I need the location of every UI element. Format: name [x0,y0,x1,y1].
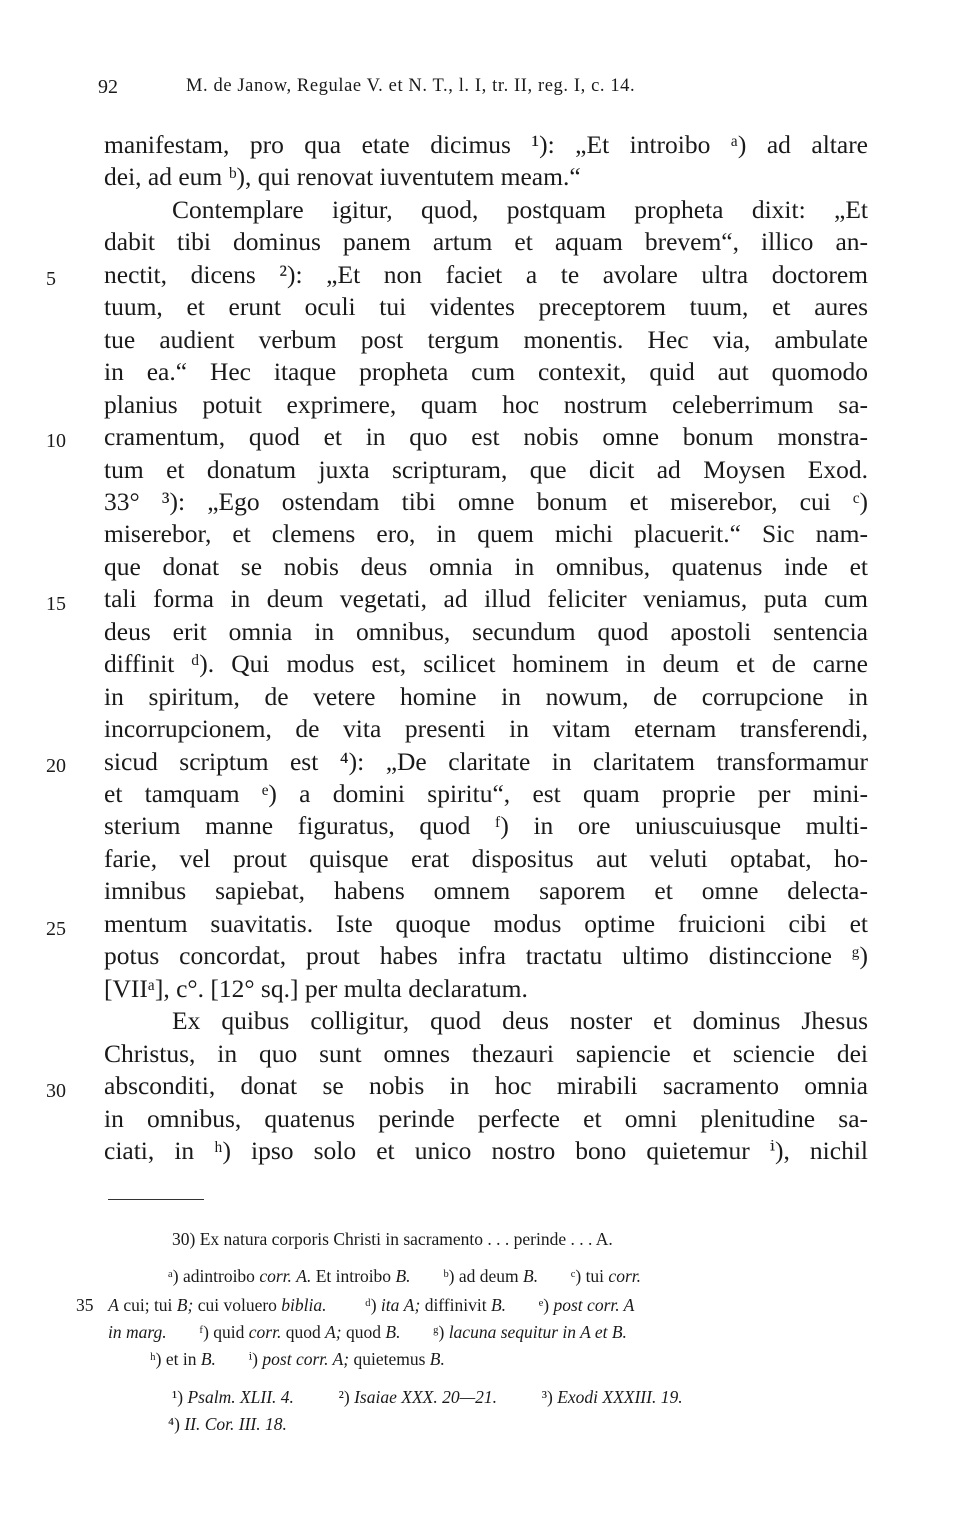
line-number: 10 [46,430,66,452]
text-line: dabit tibi dominus panem artum et aquam brevem“, illico an- [104,227,868,257]
text-line: deus erit omnia in omnibus, secundum quod apostoli sentencia [104,616,868,646]
variant-text: quod [346,1322,382,1342]
variant-text: biblia. [281,1295,327,1315]
variant-text: quod [285,1322,321,1342]
text-line: incorrupcionem, de vita presenti in vitam eternam transferendi, [104,714,868,744]
source-line-2 [168,1413,287,1435]
text-line: potus concordat, prout habes infra tractatu ultimo distinccione ᵍ) [104,941,868,971]
variant-text: cui voluero [197,1295,277,1315]
footnote-mark: ᵇ) [443,1266,455,1286]
variant-text: B. [523,1266,539,1286]
footnote-mark: ᵍ) [433,1322,445,1342]
footnote-mark: ᶜ) [570,1266,582,1286]
footnote-mark: ¹) [172,1387,184,1407]
source-citation: II. Cor. III. 18. [184,1414,287,1434]
page-number: 92 [98,76,118,98]
variant-text: corr. [248,1322,282,1342]
footnote-separator [108,1199,204,1200]
variant-text: ad deum [458,1266,519,1286]
variant-text: A [108,1295,119,1315]
source-citation: Exodi XXXIII. 19. [557,1387,683,1407]
variant-line-3 [108,1321,627,1343]
footnote-mark: ᵈ) [365,1295,377,1315]
variant-text: A. [296,1266,312,1286]
text-line: planius potuit exprimere, quam hoc nostrum celeberrimum sa- [104,389,868,419]
footnote-mark: ²) [338,1387,350,1407]
variant-line-4 [150,1348,445,1370]
footnote-mark: ᶠ) [199,1322,209,1342]
text-line: absconditi, donat se nobis in hoc mirabili sacramento omnia [104,1071,868,1101]
variant-text: Et introibo [315,1266,392,1286]
text-line: sicud scriptum est ⁴): „De claritate in claritatem transformamur [104,746,868,776]
text-line: tum et donatum juxta scripturam, que dicit ad Moysen Exod. [104,454,868,484]
variant-text: B. [395,1266,411,1286]
variant-text: adintroibo [183,1266,255,1286]
variant-text: B. [385,1322,401,1342]
variant-line-1 [168,1265,641,1287]
footnote-mark: ⁱ) [248,1349,259,1369]
variant-text: B. [429,1349,445,1369]
line-number: 35 [76,1295,94,1315]
line-number: 5 [46,268,56,290]
text-line: diffinit ᵈ). Qui modus est, scilicet hominem in deum et de carne [104,649,868,679]
source-line-1 [172,1386,683,1408]
variant-text: A; [403,1295,421,1315]
text-line: Contemplare igitur, quod, postquam propheta dixit: „Et [172,194,868,224]
line-number: 25 [46,918,66,940]
variant-text: diffinivit [424,1295,487,1315]
text-line: tue audient verbum post tergum monentis. Hec via, ambulate [104,324,868,354]
variant-text: quietemus [353,1349,426,1369]
text-line: tali forma in deum vegetati, ad illud feliciter veniamus, puta cum [104,584,868,614]
footnote-mark: ⁴) [168,1414,180,1434]
source-citation: Psalm. XLII. 4. [187,1387,294,1407]
line-number: 30 [46,1080,66,1102]
footnote-mark: ³) [541,1387,553,1407]
text-line: dei, ad eum ᵇ), qui renovat iuventutem meam.“ [104,162,581,192]
text-line: tuum, et erunt oculi tui videntes preceptorem tuum, et aures [104,292,868,322]
text-line: nectit, dicens ²): „Et non faciet a te avolare ultra doctorem [104,259,868,289]
footnote-mark: ʰ) [150,1349,162,1369]
line-number: 20 [46,755,66,777]
variant-text: quid [213,1322,245,1342]
variant-text: ita [380,1295,400,1315]
variant-text: A; [325,1322,342,1342]
text-line: farie, vel prout quisque erat dispositus aut veluti optabat, ho- [104,843,868,873]
variant-text: cui; tui [123,1295,173,1315]
variant-text: post corr. A [553,1295,635,1315]
text-line: Ex quibus colligitur, quod deus noster et dominus Jhesus [172,1006,868,1036]
variant-text: tui [585,1266,605,1286]
text-line: sterium manne figuratus, quod ᶠ) in ore uniuscuiusque multi- [104,811,868,841]
variant-text: B; [176,1295,194,1315]
text-line: in omnibus, quatenus perinde perfecte et omni plenitudine sa- [104,1103,868,1133]
text-line: in spiritum, de vetere homine in nowum, de corrupcione in [104,681,868,711]
running-header [98,76,858,106]
source-citation: Isaiae XXX. 20—21. [354,1387,498,1407]
variant-text: lacuna sequitur in A et B. [448,1322,627,1342]
line-number: 15 [46,593,66,615]
footnote-mark: ᵉ) [538,1295,550,1315]
footnote-note-30: 30) Ex natura corporis Christi in sacramento . . . perinde . . . A. [172,1229,613,1249]
text-line: et tamquam ᵉ) a domini spiritu“, est quam proprie per mini- [104,779,868,808]
variant-text: post corr. A; [262,1349,350,1369]
footnote-mark: ᵃ) [168,1266,179,1286]
text-line: 33° ³): „Ego ostendam tibi omne bonum et miserebor, cui ᶜ) [104,486,868,516]
variant-text: corr. [259,1266,292,1286]
text-line: cramentum, quod et in quo est nobis omne bonum monstra- [104,422,868,452]
variant-text: in marg. [108,1322,167,1342]
text-line: Christus, in quo sunt omnes thezauri sapiencie et sciencie dei [104,1038,868,1068]
text-line: manifestam, pro qua etate dicimus ¹): „Et introibo ᵃ) ad altare [104,130,868,159]
text-line: mentum suavitatis. Iste quoque modus optime fruicioni cibi et [104,908,868,938]
text-line: ciati, in ʰ) ipso solo et unico nostro bono quietemur ⁱ), nichil [104,1135,868,1165]
variant-line-2 [76,1294,634,1316]
running-head-title: M. de Janow, Regulae V. et N. T., l. I, tr. II, reg. I, c. 14. [186,76,636,96]
text-line: imnibus sapiebat, habens omnem saporem et omne delecta- [104,876,868,906]
text-line: [VIIᵃ], c°. [12° sq.] per multa declaratum. [104,973,528,1003]
variant-text: B. [200,1349,216,1369]
variant-text: B. [490,1295,507,1315]
text-line: miserebor, et clemens ero, in quem michi placuerit.“ Sic nam- [104,519,868,549]
text-line: que donat se nobis deus omnia in omnibus, quatenus inde et [104,551,868,581]
variant-text: corr. [608,1266,641,1286]
variant-text: et in [165,1349,197,1369]
text-line: in ea.“ Hec itaque propheta cum contexit, quid aut quomodo [104,357,868,387]
